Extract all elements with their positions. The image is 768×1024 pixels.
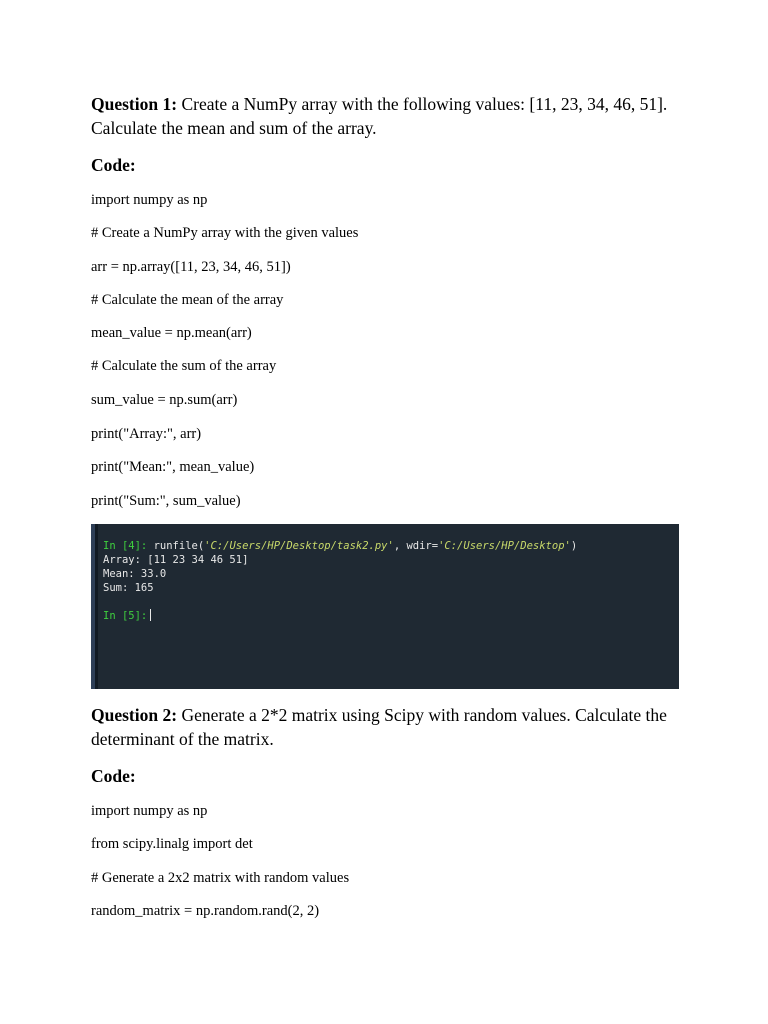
code-line: mean_value = np.mean(arr) bbox=[91, 325, 252, 341]
console-string-arg: 'C:/Users/HP/Desktop' bbox=[438, 540, 571, 552]
code-line: # Generate a 2x2 matrix with random values bbox=[91, 870, 350, 886]
console-output-line: Array: [11 23 34 46 51] bbox=[103, 554, 249, 566]
code-line: import numpy as np bbox=[91, 803, 208, 819]
code-line: print("Mean:", mean_value) bbox=[91, 459, 255, 475]
console-command-line bbox=[103, 539, 577, 553]
code-line: sum_value = np.sum(arr) bbox=[91, 392, 238, 408]
code-line: random_matrix = np.random.rand(2, 2) bbox=[91, 903, 320, 919]
question-2 bbox=[91, 703, 681, 751]
console-input-line[interactable] bbox=[103, 609, 577, 623]
code-line: print("Array:", arr) bbox=[91, 426, 202, 442]
code-line: # Calculate the sum of the array bbox=[91, 358, 277, 374]
question-1-label: Question 1: bbox=[91, 94, 178, 114]
console-output-line: Sum: 165 bbox=[103, 582, 154, 594]
console-prompt: In [4]: bbox=[103, 540, 148, 552]
console-string-arg: 'C:/Users/HP/Desktop/task2.py' bbox=[204, 540, 394, 552]
text-cursor bbox=[150, 609, 151, 621]
console-prompt: In [5]: bbox=[103, 610, 148, 622]
console-output-line: Mean: 33.0 bbox=[103, 568, 167, 580]
console-lines bbox=[103, 539, 577, 623]
question-1 bbox=[91, 92, 681, 140]
code-line: arr = np.array([11, 23, 34, 46, 51]) bbox=[91, 259, 291, 275]
code-line: import numpy as np bbox=[91, 192, 208, 208]
console-command-text: runfile( bbox=[147, 540, 205, 552]
console-blank-line bbox=[103, 595, 577, 609]
code-line: from scipy.linalg import det bbox=[91, 836, 253, 852]
question-1-text: Create a NumPy array with the following values: [11, 23, 34, 46, 51]. Calculate the mean and sum of the array. bbox=[91, 94, 668, 138]
question-2-label: Question 2: bbox=[91, 705, 178, 725]
console-left-border bbox=[95, 524, 98, 689]
console-command-text: ) bbox=[570, 540, 578, 552]
question-2-code-heading: Code: bbox=[91, 766, 136, 786]
console-output-screenshot bbox=[91, 524, 679, 689]
console-command-text: , wdir= bbox=[393, 540, 439, 552]
code-line: # Create a NumPy array with the given values bbox=[91, 225, 359, 241]
question-2-text: Generate a 2*2 matrix using Scipy with random values. Calculate the determinant of the matrix. bbox=[91, 705, 667, 749]
question-1-code-heading: Code: bbox=[91, 155, 136, 175]
code-line: # Calculate the mean of the array bbox=[91, 292, 284, 308]
code-line: print("Sum:", sum_value) bbox=[91, 493, 241, 509]
